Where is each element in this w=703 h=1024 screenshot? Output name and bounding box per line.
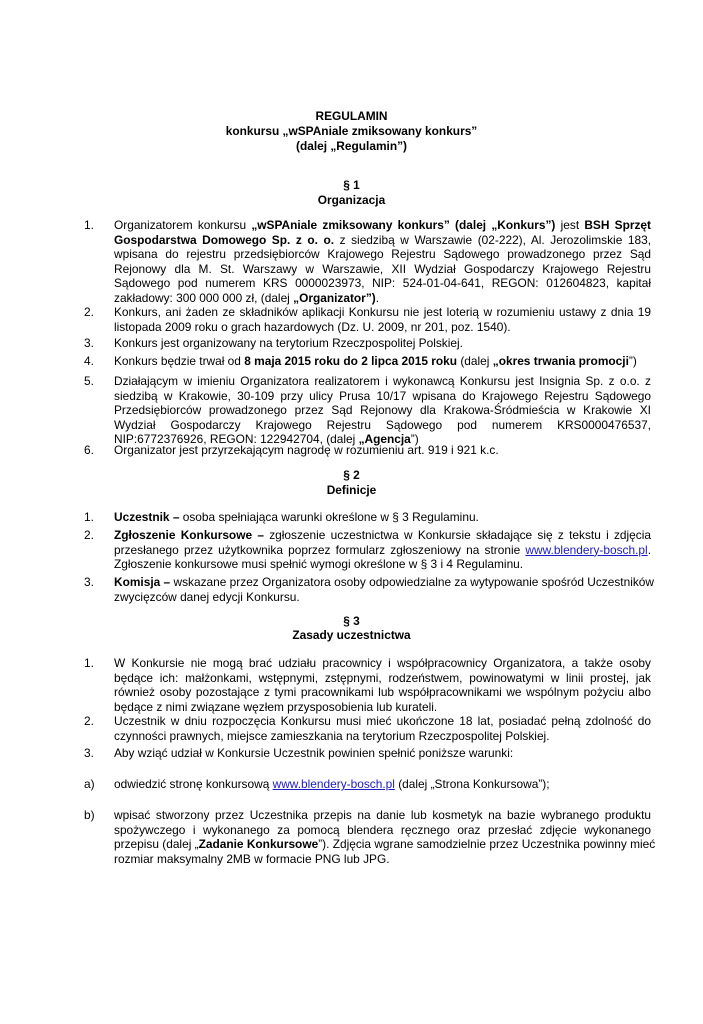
list-item-text: Organizatorem konkursu „wSPAniale zmiksowany konkurs” (dalej „Konkurs”) jest BSH Sprzęt Gospodarstwa Domowego Sp. z o. o. z siedzibą w Warszawie (02-222), Al. Jerozolimskie 183, wpisana do rejestru przedsiębiorców Krajowego Rejestru Sądowego prowadzonego przez Sąd Rejonowy dla M. St. Warszawy w Warszawie, XII Wydział Gospodarczy Krajowego Rejestru Sądowego pod numerem KRS 0000023973, NIP: 524-01-04-641, REGON: 012604823, kapitał zakładowy: 300 000 000 zł, (dalej „Organizator”). xyxy=(114,218,652,305)
document-subtitle-alias: (dalej „Regulamin”) xyxy=(296,139,407,153)
section-3-heading: Zasady uczestnictwa xyxy=(292,628,411,642)
section-2-heading: Definicje xyxy=(326,483,377,497)
section-1-number: § 1 xyxy=(343,178,360,192)
section-3-number: § 3 xyxy=(343,614,360,628)
section-2-number: § 2 xyxy=(343,468,360,482)
document-title: REGULAMIN xyxy=(315,109,388,123)
document-subtitle: konkursu „wSPAniale zmiksowany konkurs” xyxy=(225,124,478,138)
section-1-heading: Organizacja xyxy=(317,193,386,207)
website-link[interactable]: www.blendery-bosch.pl xyxy=(272,777,395,791)
website-link[interactable]: www.blendery-bosch.pl xyxy=(525,542,648,557)
document-page: REGULAMIN konkursu „wSPAniale zmiksowany konkurs” (dalej „Regulamin”) § 1 Organizacja 1. Organizatorem konkursu „wSPAniale zmiksowany konkurs” (dalej „Konkurs”) jest BSH Sprzęt Gospodarstwa Domowego Sp. z o. o. z siedzibą w Warszawie (02-222), Al. Jerozolimskie 183, wpisana do rejestru przedsiębiorców Krajowego Rejestru Sądowego prowadzonego przez Sąd Rejonowy dla M. St. Warszawy w Warszawie, XII Wydział Gospodarczy Krajowego Rejestru Sądowego pod numerem KRS 0000023973, NIP: 524-01-04-641, REGON: 012604823, kapitał zakładowy: 300 000 000 zł, (dalej „Organizator”). 2. Konkurs, ani żaden ze składników aplikacji Konkursu nie jest loterią w rozumieniu ustawy z dnia 19 listopada 2009 roku o grach hazardowych (Dz. U. 2009, nr 201, poz. 1540). 3. Konkurs jest organizowany na terytorium Rzeczpospolitej Polskiej. 4. Konkurs będzie trwał od 8 maja 2015 roku do 2 lipca 2015 roku (dalej „okres trwania promocji”) 5. Działającym w imieniu Organizatora realizatorem i wykonawcą Konkursu jest Insignia Sp. z o.o. z siedzibą w Krakowie, 30-109 przy ulicy Prusa 10/17 wpisana do Krajowego Rejestru Sądowego Przedsiębiorców prowadzonego przez Sąd Rejonowy dla Krakowa-Śródmieścia w Krakowie XI Wydział Gospodarczy Krajowego Rejestru Sądowego pod numerem KRS0000476537, NIP:6772376926, REGON: 122942704, (dalej „Agencja”) 6. Organizator jest przyrzekającym nagrodę w rozumieniu art. 919 i 921 k.c. § 2 Definicje 1. Uczestnik – osoba spełniająca warunki określone w § 3 Regulaminu. 2. Zgłoszenie Konkursowe – zgłoszenie uczestnictwa w Konkursie składające się z tekstu i zdjęcia przesłanego przez użytkownika poprzez formularz zgłoszeniowy na stronie www.blendery-bosch.pl. Zgłoszenie konkursowe musi spełnić wymogi określone w § 3 i 4 Regulaminu. 3. Komisja – wskazane przez Organizatora osoby odpowiedzialne za wytypowanie spośród Uczestników zwycięzców danej edycji Konkursu. § 3 Zasady uczestnictwa 1. W Konkursie nie mogą brać udziału pracownicy i współpracownicy Organizatora, a także osoby będące ich: małżonkami, wstępnymi, zstępnymi, rodzeństwem, powinowatymi w linii prostej, jak również osoby pozostające z tymi pracownikami lub współpracownikami we wspólnym pożyciu albo będące z nimi związane węzłem przysposobienia lub kurateli. 2. Uczestnik w dniu rozpoczęcia Konkursu musi mieć ukończone 18 lat, posiadać pełną zdolność do czynności prawnych, miejsce zamieszkania na terytorium Rzeczpospolitej Polskiej. 3. Aby wziąć udział w Konkursie Uczestnik powinien spełnić poniższe warunki: a) odwiedzić stronę konkursową www.blendery-bosch.pl (dalej „Strona Konkursowa”); b) wpisać stworzony przez Uczestnika przepis na danie lub kosmetyk na bazie wybranego produktu spożywczego i wykonanego za pomocą blendera ręcznego oraz przesłać zdjęcie wykonanego przepisu (dalej „Zadanie Konkursowe”). Zdjęcia wgrane samodzielnie przez Uczestnika powinny mieć rozmiar maksymalny 2MB w formacie PNG lub JPG. xyxy=(0,0,703,1024)
